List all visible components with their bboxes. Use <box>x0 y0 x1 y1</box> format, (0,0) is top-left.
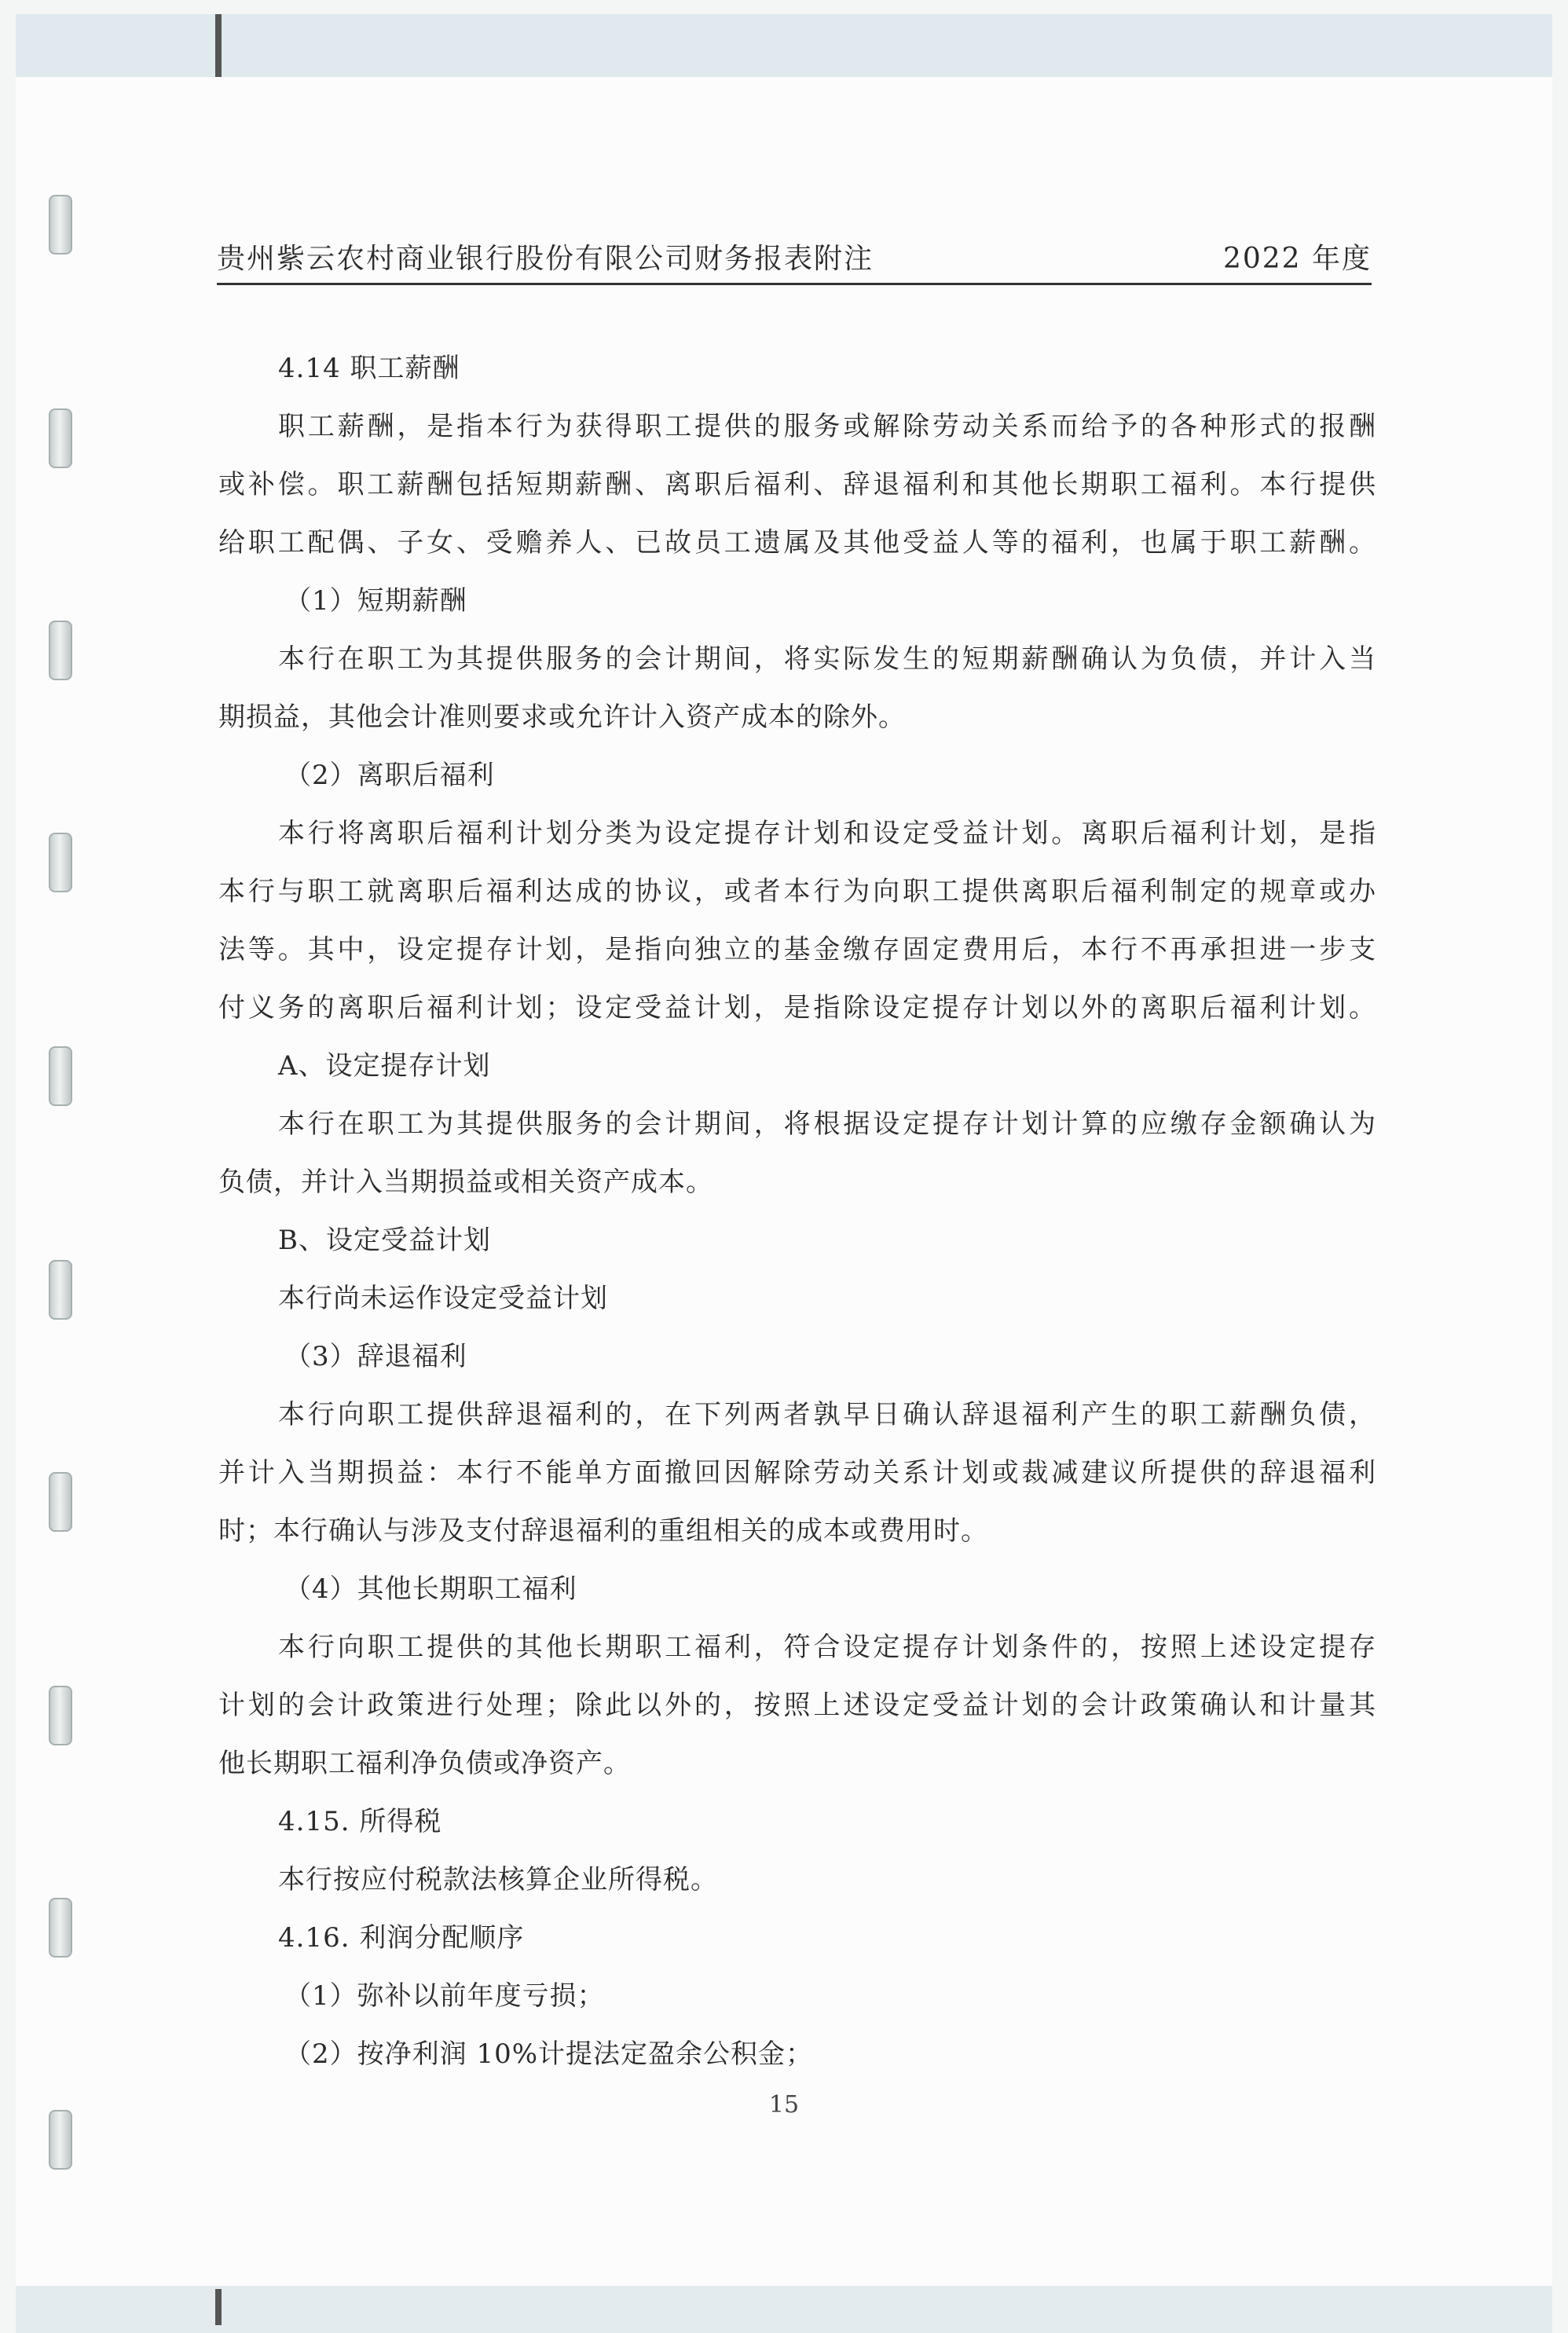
list-item: （1）弥补以前年度亏损； <box>284 1980 605 2012</box>
section-heading-4-16: 4.16. 利润分配顺序 <box>278 1922 525 1954</box>
scan-bottom-edge <box>16 2286 1552 2333</box>
paragraph-line: 本行向职工提供的其他长期职工福利，符合设定提存计划条件的，按照上述设定提存 <box>278 1632 1376 1663</box>
paragraph-line: 本行尚未运作设定受益计划 <box>278 1283 608 1314</box>
paragraph-line: 付义务的离职后福利计划；设定受益计划，是指除设定提存计划以外的离职后福利计划。 <box>218 992 1376 1024</box>
section-heading-4-14: 4.14 职工薪酬 <box>278 353 460 384</box>
paragraph-line: 或补偿。职工薪酬包括短期薪酬、离职后福利、辞退福利和其他长期职工福利。本行提供 <box>218 469 1376 500</box>
scan-bottom-mark <box>215 2289 222 2325</box>
binding-hole <box>49 408 72 468</box>
binding-hole <box>49 2110 72 2170</box>
binding-hole <box>49 1046 72 1106</box>
page-header <box>217 237 1372 285</box>
header-year: 2022 年度 <box>1222 243 1372 275</box>
paragraph-line: 本行在职工为其提供服务的会计期间，将根据设定提存计划计算的应缴存金额确认为 <box>278 1108 1376 1140</box>
subheading-other-long-term: （4）其他长期职工福利 <box>284 1573 577 1605</box>
subheading-defined-benefit: B、设定受益计划 <box>278 1225 491 1256</box>
paragraph-line: 计划的会计政策进行处理；除此以外的，按照上述设定受益计划的会计政策确认和计量其 <box>218 1690 1376 1721</box>
body-text <box>218 339 1376 2083</box>
list-item: （2）按净利润 10%计提法定盈余公积金； <box>284 2038 814 2070</box>
page-number: 15 <box>768 2091 800 2119</box>
binding-hole <box>49 621 72 680</box>
subheading-termination-benefits: （3）辞退福利 <box>284 1341 467 1372</box>
subheading-defined-contribution: A、设定提存计划 <box>278 1050 491 1082</box>
scan-top-edge <box>16 14 1552 77</box>
header-title: 贵州紫云农村商业银行股份有限公司财务报表附注 <box>217 243 874 275</box>
paragraph-line: 负债，并计入当期损益或相关资产成本。 <box>218 1166 713 1198</box>
section-heading-4-15: 4.15. 所得税 <box>278 1806 442 1837</box>
paragraph-line: 本行与职工就离职后福利达成的协议，或者本行为向职工提供离职后福利制定的规章或办 <box>218 876 1376 907</box>
paragraph-line: 本行向职工提供辞退福利的，在下列两者孰早日确认辞退福利产生的职工薪酬负债， <box>278 1399 1376 1430</box>
binding-hole <box>49 1472 72 1532</box>
paragraph-line: 本行在职工为其提供服务的会计期间，将实际发生的短期薪酬确认为负债，并计入当 <box>278 643 1376 675</box>
paragraph-line: 他长期职工福利净负债或净资产。 <box>218 1748 631 1779</box>
paragraph-line: 时；本行确认与涉及支付辞退福利的重组相关的成本或费用时。 <box>218 1515 988 1547</box>
binding-hole <box>49 1686 72 1745</box>
subheading-post-employment: （2）离职后福利 <box>284 760 495 791</box>
paragraph-line: 本行按应付税款法核算企业所得税。 <box>278 1864 718 1895</box>
paragraph-line: 法等。其中，设定提存计划，是指向独立的基金缴存固定费用后，本行不再承担进一步支 <box>218 934 1376 965</box>
binding-hole <box>49 1260 72 1320</box>
binding-hole <box>49 833 72 892</box>
binding-hole <box>49 195 72 255</box>
paragraph-line: 职工薪酬，是指本行为获得职工提供的服务或解除劳动关系而给予的各种形式的报酬 <box>278 411 1376 442</box>
subheading-short-term-pay: （1）短期薪酬 <box>284 585 467 617</box>
scan-top-mark <box>215 14 222 77</box>
paragraph-line: 并计入当期损益：本行不能单方面撤回因解除劳动关系计划或裁减建议所提供的辞退福利 <box>218 1457 1376 1489</box>
paragraph-line: 给职工配偶、子女、受赡养人、已故员工遗属及其他受益人等的福利，也属于职工薪酬。 <box>218 527 1376 559</box>
binding-hole <box>49 1898 72 1958</box>
paragraph-line: 期损益，其他会计准则要求或允许计入资产成本的除外。 <box>218 701 906 733</box>
paragraph-line: 本行将离职后福利计划分类为设定提存计划和设定受益计划。离职后福利计划，是指 <box>278 818 1376 849</box>
